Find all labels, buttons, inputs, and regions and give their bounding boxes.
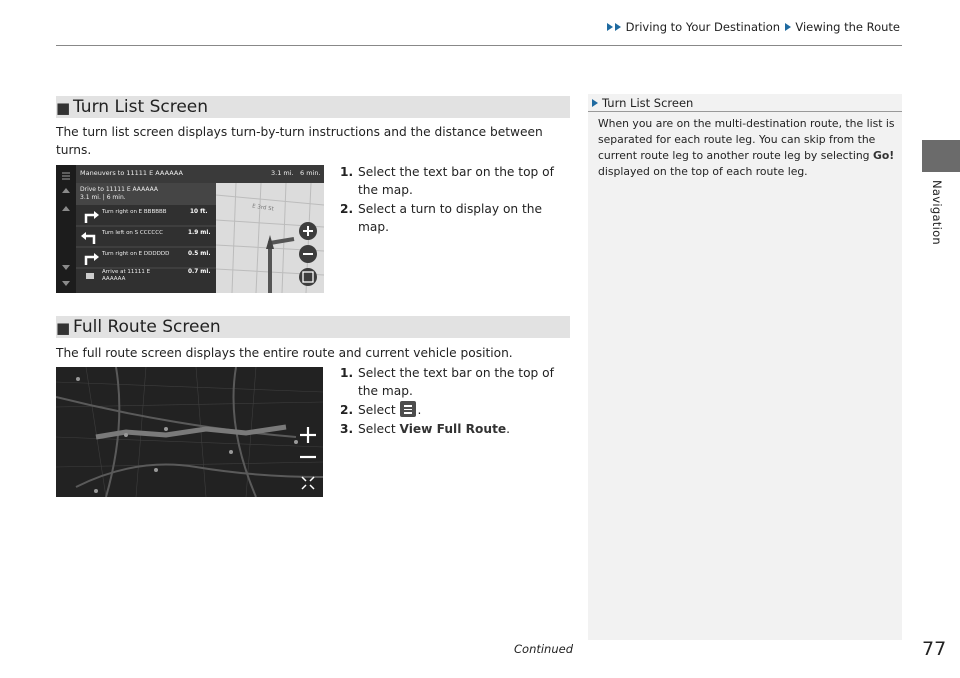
square-bullet-icon: ■ (56, 99, 71, 117)
step-item: 1. Select the text bar on the top of the map. (340, 165, 554, 197)
turn-list-steps (340, 163, 570, 237)
full-route-steps (340, 364, 570, 439)
drive-to-sub: 3.1 mi. | 6 min. (80, 194, 126, 201)
page-number: 77 (922, 638, 947, 660)
turn-row-text[interactable]: Turn right on E DDDDDD (102, 251, 170, 257)
section-heading-full-route: ■ Full Route Screen (56, 316, 570, 338)
turn-row-dist: 1.9 mi. (188, 230, 211, 236)
turn-row-text[interactable]: Turn left on S CCCCCC (102, 230, 163, 236)
breadcrumb-item-viewing[interactable]: Viewing the Route (795, 20, 900, 34)
chapter-tab (922, 140, 960, 172)
step-item: 2. Select a turn to display on the map. (340, 202, 543, 234)
note-divider (588, 111, 902, 112)
full-route-map-svg (56, 367, 323, 497)
turn-row-text[interactable]: Arrive at 11111 E AAAAAA (102, 269, 151, 282)
breadcrumb-arrow-icon (785, 23, 791, 31)
continued-label: Continued (514, 642, 574, 656)
note-arrow-icon (592, 99, 598, 107)
step-item: 2. Select . (340, 403, 422, 417)
note-body: When you are on the multi-destination route, the list is separated for each route leg. You can skip from the current route leg to another route leg by selecting Go! displayed on the top of each route leg. (598, 117, 895, 178)
turn-row-dist: 10 ft. (190, 209, 208, 215)
map-street-label: E 3rd St (251, 203, 275, 213)
maneuvers-time: 6 min. (300, 169, 321, 177)
maneuvers-title[interactable]: Maneuvers to 11111 E AAAAAA (80, 169, 183, 177)
turn-row-text[interactable]: Turn right on E BBBBBB (102, 209, 167, 215)
breadcrumb-item-driving[interactable]: Driving to Your Destination (625, 20, 781, 34)
maneuvers-distance: 3.1 mi. (271, 169, 294, 177)
turn-list-intro: The turn list screen displays turn-by-turn instructions and the distance between turns. (56, 125, 543, 157)
turn-row-dist: 0.7 mi. (188, 269, 211, 275)
section-heading-turn-list: ■ Turn List Screen (56, 96, 570, 118)
view-full-route-option[interactable]: View Full Route (399, 422, 507, 436)
full-route-screen-image (56, 367, 323, 497)
square-bullet-icon: ■ (56, 319, 71, 337)
step-item: 3. Select View Full Route. (340, 422, 511, 436)
side-note (588, 94, 902, 640)
turn-list-screen-image (56, 165, 324, 293)
menu-icon[interactable] (400, 401, 416, 417)
drive-to-label[interactable]: Drive to 11111 E AAAAAA (80, 186, 158, 193)
chapter-label: Navigation (930, 180, 944, 246)
step-item: 1. Select the text bar on the top of the map. (340, 366, 554, 398)
breadcrumb-arrow-icon (615, 23, 621, 31)
breadcrumb-arrow-icon (607, 23, 613, 31)
turn-row-dist: 0.5 mi. (188, 251, 211, 257)
note-title: Turn List Screen (592, 96, 693, 110)
header-divider (56, 45, 902, 46)
full-route-intro: The full route screen displays the entire route and current vehicle position. (56, 346, 513, 360)
breadcrumb (606, 20, 900, 34)
go-label: Go! (872, 149, 895, 162)
